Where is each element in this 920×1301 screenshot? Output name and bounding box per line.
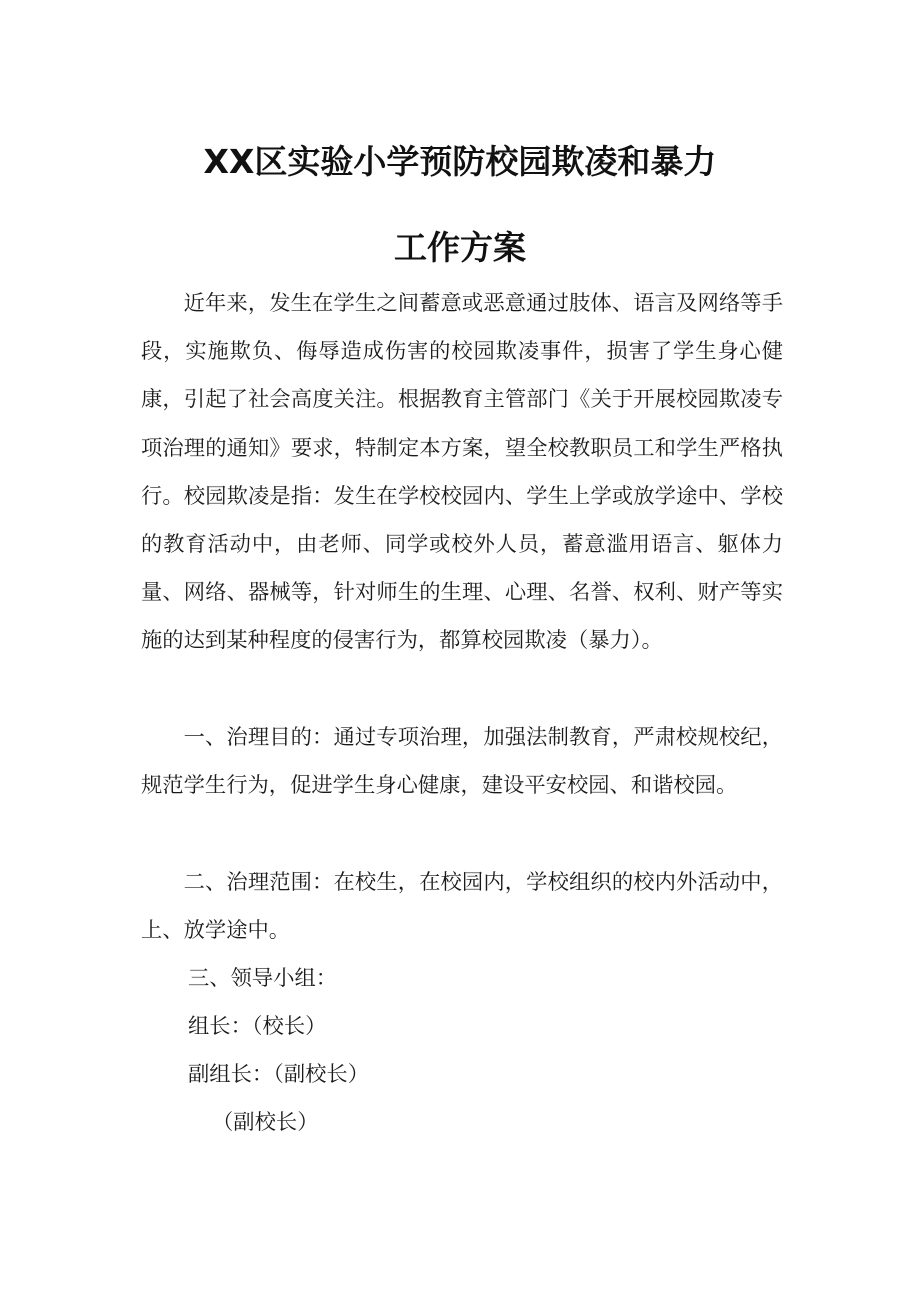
document-title-line1: XX区实验小学预防校园欺凌和暴力 [203,142,717,181]
section-leadership-heading: 三、领导小组： [188,966,338,991]
intro-paragraph: 近年来，发生在学生之间蓄意或恶意通过肢体、语言及网络等手段，实施欺负、侮辱造成伤害的校园欺凌事件，损害了学生身心健康，引起了社会高度关注。根据教育主管部门《关于开展校园欺凌专项治理的通知》要求，特制定本方案，望全校教职员工和学生严格执行。校园欺凌是指：发生在学校校园内、学生上学或放学途中、学校的教育活动中，由老师、同学或校外人员，蓄意滥用语言、躯体力量、网络、器械等，针对师生的生理、心理、名誉、权利、财产等实施的达到某种程度的侵害行为，都算校园欺凌（暴力）。 [141,291,783,654]
leader-line: 组长：（校长） [188,1014,327,1039]
vice-leader-line: 副组长：（副校长） [188,1062,370,1087]
section-scope-paragraph: 二、治理范围：在校生，在校园内，学校组织的校内外活动中，上、放学途中。 [141,870,783,944]
document-title-line2: 工作方案 [394,228,526,267]
vice-leader-line-2: （副校长） [212,1110,319,1135]
section-purpose-paragraph: 一、治理目的：通过专项治理，加强法制教育，严肃校规校纪，规范学生行为，促进学生身心健康，建设平安校园、和谐校园。 [141,725,783,799]
